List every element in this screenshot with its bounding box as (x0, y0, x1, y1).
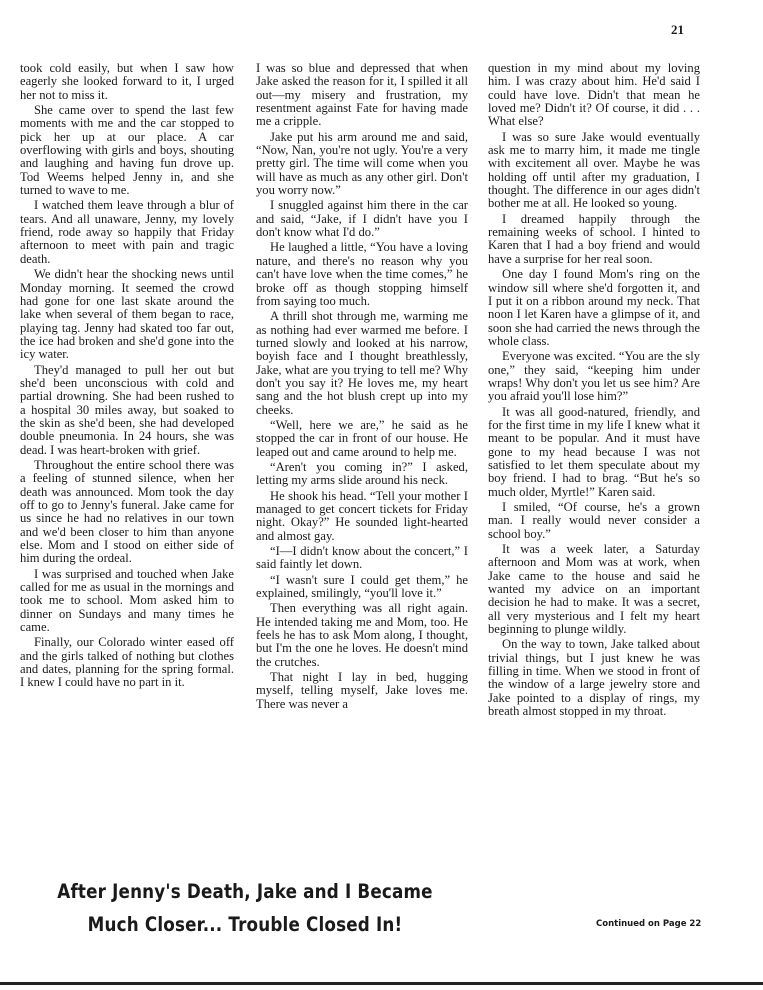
paragraph: I was so blue and depressed that when Jake asked the reason for it, I spilled it all out—my misery and frustration, my resentment against Fate for having made me a cripple. (256, 61, 468, 129)
paragraph: We didn't hear the shocking news until Monday morning. It seemed the crowd had gone for one last skate around the lake when several of them began to race, playing tag. Jenny had skated too far out, the ice had broken and she'd gone into the icy water. (20, 267, 234, 362)
paragraph: question in my mind about my loving him. I was crazy about him. He'd said I could have love. Didn't that mean he loved me? Didn't it? Of course, it did . . . What else? (488, 61, 700, 129)
article-column-1 (20, 62, 234, 692)
article-column-2 (256, 62, 468, 713)
paragraph: “I—I didn't know about the concert,” I said faintly let down. (256, 544, 468, 572)
article-column-3 (488, 62, 700, 721)
paragraph: I snuggled against him there in the car and said, “Jake, if I didn't have you I don't know what I'd do.” (256, 198, 468, 240)
headline-line-2: Much Closer... Trouble Closed In! (87, 913, 403, 936)
paragraph: “Aren't you coming in?” I asked, letting my arms slide around his neck. (256, 459, 468, 488)
headline-line-1: After Jenny's Death, Jake and I Became (57, 880, 433, 903)
page-number: 21 (671, 22, 684, 37)
paragraph: I dreamed happily through the remaining weeks of school. I hinted to Karen that I had a boy friend and would have a surprise for her real soon. (488, 211, 700, 266)
paragraph: Everyone was excited. “You are the sly one,” they said, “keeping him under wraps! Why don't you let us see him? Are you afraid you'll lose him?” (488, 349, 700, 404)
paragraph: I was so sure Jake would eventually ask me to marry him, it made me tingle with excitement all over. Maybe he was holding off until after my graduation, I thought. The difference in our ages didn't bother me at all. He looked so young. (488, 129, 700, 211)
paragraph: It was a week later, a Saturday afternoon and Mom was at work, when Jake came to the house and said he wanted my advice on an important decision he had to make. It was a secret, all very mysterious and I felt my heart beginning to plunge wildly. (488, 542, 700, 637)
paragraph: That night I lay in bed, hugging myself, telling myself, Jake loves me. There was never a (256, 670, 468, 711)
paragraph: I was surprised and touched when Jake called for me as usual in the mornings and took me to school. Mom asked him to dinner on Sundays and many times he came. (20, 566, 234, 635)
paragraph: It was all good-natured, friendly, and for the first time in my life I knew what it meant to be popular. And it must have gone to my head because I was not satisfied to let them speculate about my boy friend. I had to brag. “But he's so much older, Myrtle!” Karen said. (488, 404, 700, 499)
paragraph: “I wasn't sure I could get them,” he explained, smilingly, “you'll love it.” (256, 572, 468, 601)
paragraph: One day I found Mom's ring on the window sill where she'd forgotten it, and I put it on a ribbon around my neck. That noon I let Karen have a glimpse of it, and soon she had carried the news through the whole class. (488, 267, 700, 348)
paragraph: They'd managed to pull her out but she'd been unconscious with cold and partial drowning. She had been rushed to a hospital 30 miles away, but soaked to the skin as she'd been, she had developed double pneumonia. In 24 hours, she was dead. I was heart-broken with grief. (20, 362, 234, 457)
paragraph: On the way to town, Jake talked about trivial things, but I just knew he was filling in time. When we stood in front of the window of a large jewelry store and Jake pointed to a display of rings, my breath almost stopped in my throat. (488, 637, 700, 719)
paragraph: Finally, our Colorado winter eased off and the girls talked of nothing but clothes and dates, planning for the spring formal. I knew I could have no part in it. (20, 635, 234, 690)
paragraph: took cold easily, but when I saw how eagerly she looked forward to it, I urged her not to miss it. (20, 61, 234, 102)
paragraph: She came over to spend the last few moments with me and the car stopped to pick her up at our place. A car overflowing with girls and boys, shouting and laughing and having fun drove up. Tod Weems helped Jenny in, and she turned to wave to me. (20, 103, 234, 198)
bottom-rule (0, 982, 763, 985)
paragraph: He shook his head. “Tell your mother I managed to get concert tickets for Friday night. Okay?” He sounded light-hearted and almost gay. (256, 488, 468, 543)
paragraph: He laughed a little, “You have a loving nature, and there's no reason why you can't have love when the time comes,” he broke off as though stopping himself from saying too much. (256, 240, 468, 308)
paragraph: A thrill shot through me, warming me as nothing had ever warmed me before. I turned slowly and looked at his narrow, boyish face and I thought breathlessly, Jake, what are you trying to tell me? Why don't you say it? He loves me, my heart sang and the hot blush crept up into my cheeks. (256, 309, 468, 417)
paragraph: Then everything was all right again. He intended taking me and Mom, too. He feels he has to ask Mom along, I thought, but I'm the one he loves. He doesn't mind the crutches. (256, 601, 468, 669)
paragraph: Jake put his arm around me and said, “Now, Nan, you're not ugly. You're a very pretty girl. The time will come when you will have as much as any other girl. Don't you worry now.” (256, 129, 468, 198)
continued-note: Continued on Page 22 (596, 919, 702, 929)
paragraph: I watched them leave through a blur of tears. And all unaware, Jenny, my lovely friend, rode away so happily that Friday afternoon to meet with pain and tragic death. (20, 198, 234, 266)
paragraph: I smiled, “Of course, he's a grown man. I really would never consider a school boy.” (488, 500, 700, 541)
paragraph: Throughout the entire school there was a feeling of stunned silence, when her death was announced. Mom took the day off to go to Jenny's funeral. Jake came for us since he had no relatives in our town and we'd been closer to him than anyone else. Mom and I stood on either side of him during the ordeal. (20, 457, 234, 566)
paragraph: “Well, here we are,” he said as he stopped the car in front of our house. He leaped out and came around to help me. (256, 417, 468, 459)
